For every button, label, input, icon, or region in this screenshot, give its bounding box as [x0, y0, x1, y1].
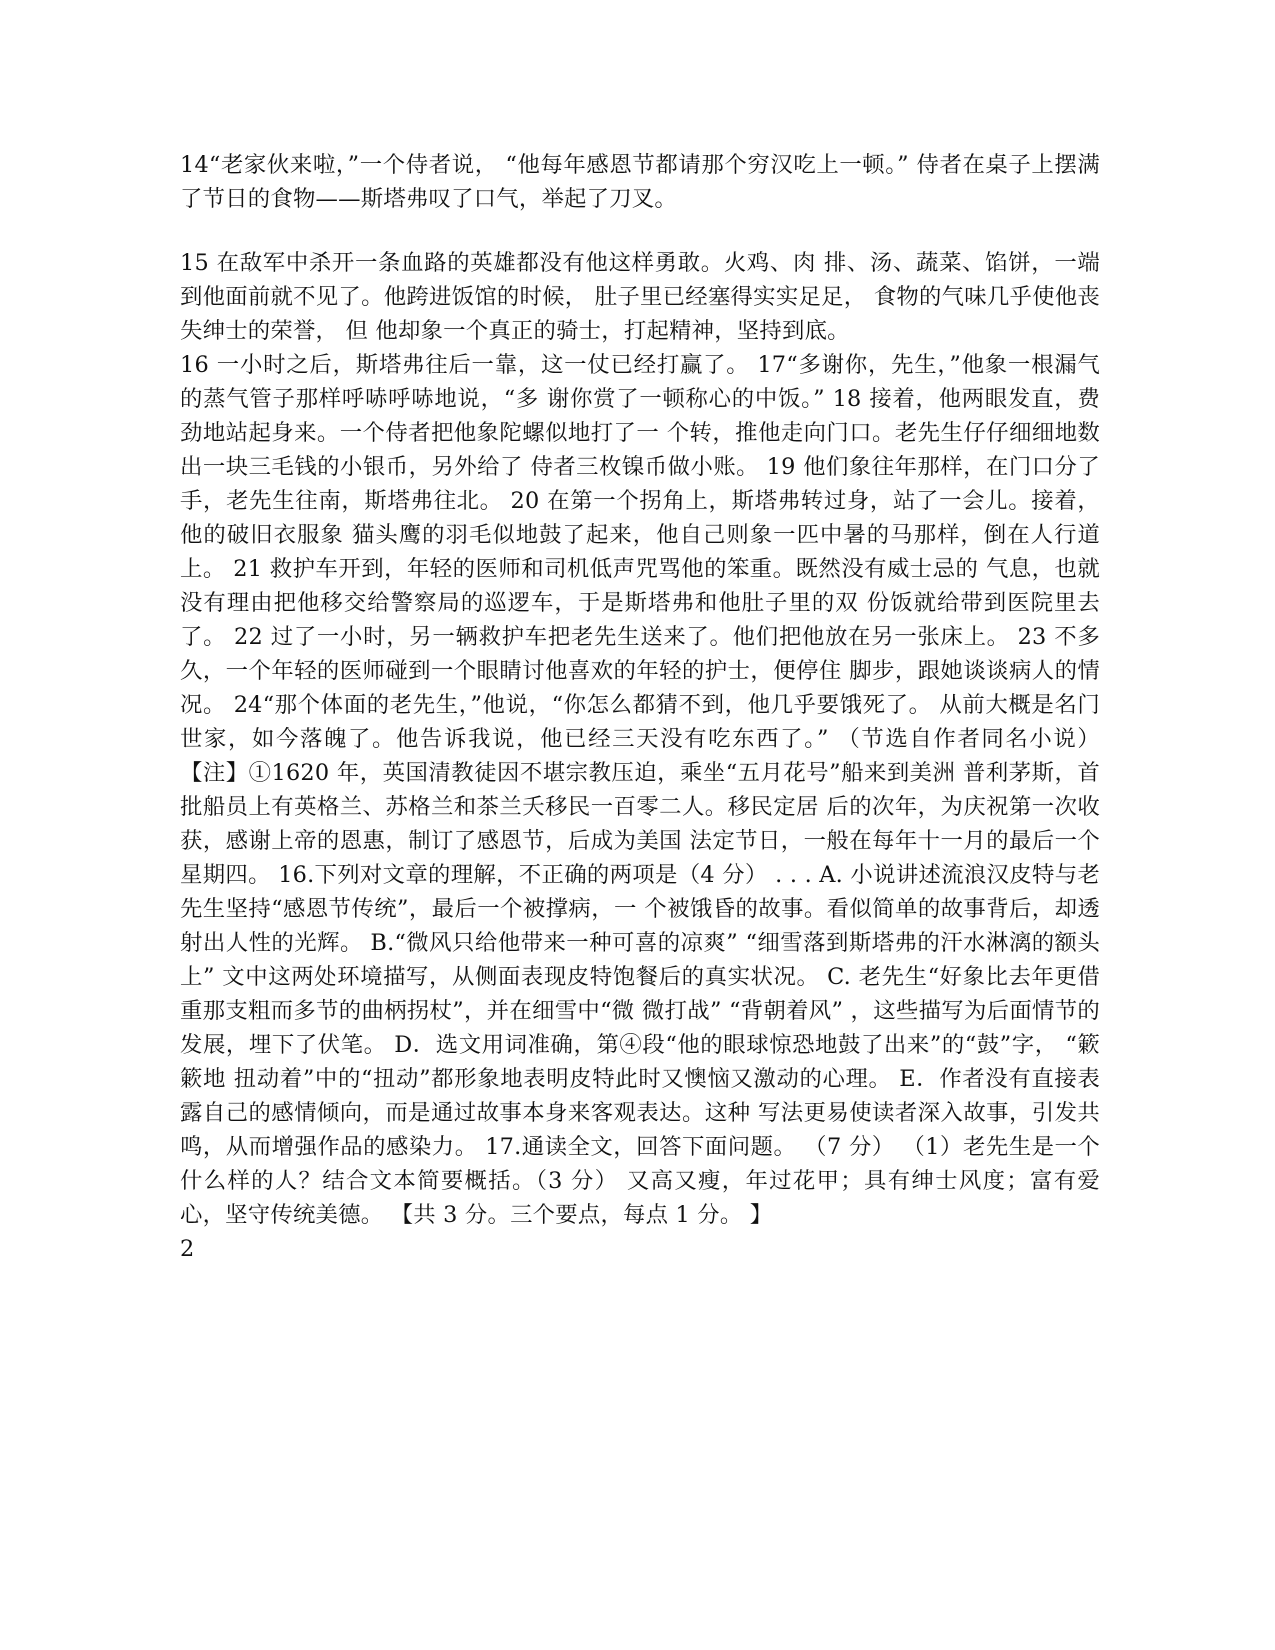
paragraph-gap: [180, 216, 1100, 246]
paragraph-16-onward: 16 一小时之后，斯塔弗往后一靠，这一仗已经打赢了。 17“多谢你，先生，”他象一根漏气的蒸气管子那样呼哧呼哧地说，“多 谢你赏了一顿称心的中饭。” 18 接着，他两眼发直，费劲地站起身来。一个侍者把他象陀螺似地打了一 个转，推他走向门口。老先生仔仔细细地数出一块三毛钱的小银币，另外给了 侍者三枚镍币做小账。 19 他们象往年那样，在门口分了手，老先生往南，斯塔弗往北。 20 在第一个拐角上，斯塔弗转过身，站了一会儿。接着，他的破旧衣服象 猫头鹰的羽毛似地鼓了起来，他自己则象一匹中暑的马那样，倒在人行道上。 21 救护车开到，年轻的医师和司机低声咒骂他的笨重。既然没有威士忌的 气息，也就没有理由把他移交给警察局的巡逻车，于是斯塔弗和他肚子里的双 份饭就给带到医院里去了。 22 过了一小时，另一辆救护车把老先生送来了。他们把他放在另一张床上。 23 不多久，一个年轻的医师碰到一个眼睛讨他喜欢的年轻的护士，便停住 脚步，跟她谈谈病人的情况。 24“那个体面的老先生，”他说，“你怎么都猜不到，他几乎要饿死了。 从前大概是名门世家，如今落魄了。他告诉我说，他已经三天没有吃东西了。” （节选自作者同名小说） 【注】①1620 年，英国清教徒因不堪宗教压迫，乘坐“五月花号”船来到美洲 普利茅斯，首批船员上有英格兰、苏格兰和茶兰夭移民一百零二人。移民定居 后的次年，为庆祝第一次收获，感谢上帝的恩惠，制订了感恩节，后成为美国 法定节日，一般在每年十一月的最后一个星期四。 16.下列对文章的理解，不正确的两项是（4 分） . . . A. 小说讲述流浪汉皮特与老先生坚持“感恩节传统”，最后一个被撑病，一 个被饿昏的故事。看似简单的故事背后，却透射出人性的光辉。 B.“微风只给他带来一种可喜的凉爽” “细雪落到斯塔弗的汗水淋漓的额头上” 文中这两处环境描写，从侧面表现皮特饱餐后的真实状况。 C. 老先生“好象比去年更借重那支粗而多节的曲柄拐杖”，并在细雪中“微 微打战” “背朝着风” ，这些描写为后面情节的发展，埋下了伏笔。 D．选文用词准确，第④段“他的眼球惊恐地鼓了出来”的“鼓”字， “簌簌地 扭动着”中的“扭动”都形象地表明皮特此时又懊恼又激动的心理。 E．作者没有直接表露自己的感情倾向，而是通过故事本身来客观表达。这种 写法更易使读者深入故事，引发共鸣，从而增强作品的感染力。 17.通读全文，回答下面问题。 （7 分） （1）老先生是一个什么样的人？结合文本简要概括。（3 分） 又高又瘦，年过花甲；具有绅士风度；富有爱心，坚守传统美德。 【共 3 分。三个要点，每点 1 分。 】: [180, 352, 1100, 1228]
document-page: [180, 148, 1100, 1266]
page-number: 2: [180, 1236, 195, 1262]
paragraph-15: 15 在敌军中杀开一条血路的英雄都没有他这样勇敢。火鸡、肉 排、汤、蔬菜、馅饼，一端到他面前就不见了。他跨进饭馆的时候， 肚子里已经塞得实实足足， 食物的气味几乎使他丧失绅士的荣誉， 但 他却象一个真正的骑士，打起精神，坚持到底。: [180, 250, 1100, 344]
paragraph-14: 14“老家伙来啦，”一个侍者说， “他每年感恩节都请那个穷汉吃上一顿。” 侍者在桌子上摆满了节日的食物——斯塔弗叹了口气，举起了刀叉。: [180, 152, 1100, 212]
